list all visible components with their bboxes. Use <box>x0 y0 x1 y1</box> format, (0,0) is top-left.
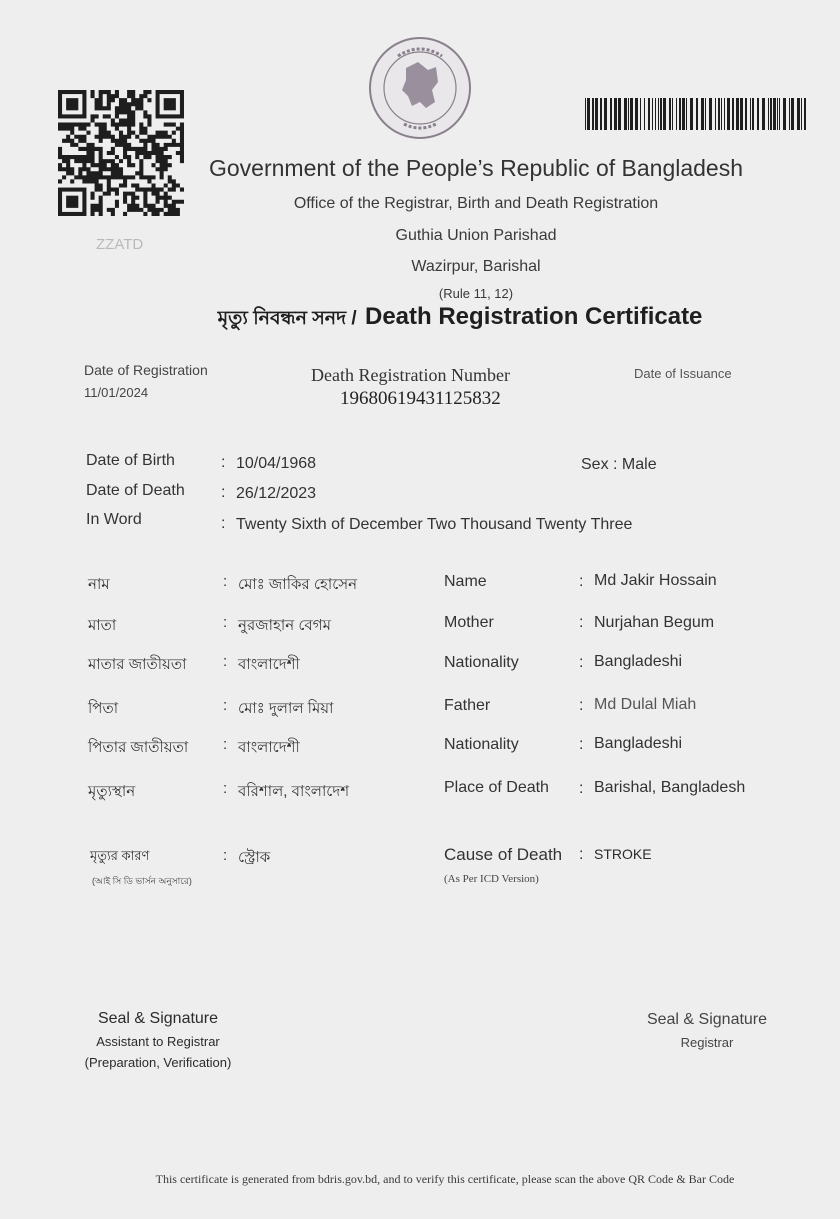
footer-note: This certificate is generated from bdris.gov.bd, and to verify this certificate, please scan the above QR Code & Bar Code <box>155 1172 735 1186</box>
colon: : <box>223 697 228 714</box>
detail-bn-value: মোঃ জাকির হোসেন <box>238 576 358 593</box>
colon: : <box>223 573 228 590</box>
colon: : <box>223 736 228 753</box>
colon: : <box>223 780 228 797</box>
detail-en-value: Bangladeshi <box>594 653 683 670</box>
certificate-title-bn: মৃত্যু নিবন্ধন সনদ / <box>217 308 357 329</box>
colon: : <box>221 515 226 532</box>
detail-en-value: Barishal, Bangladesh <box>594 779 746 796</box>
detail-en-value: Md Jakir Hossain <box>594 572 717 589</box>
registration-number-value: 19680619431125832 <box>340 388 501 409</box>
date-of-issuance-label: Date of Issuance <box>634 366 732 381</box>
government-seal <box>368 34 472 142</box>
right-signature-role: Registrar <box>680 1035 734 1050</box>
date-of-death-label: Date of Death <box>86 482 185 499</box>
detail-bn-value: বরিশাল, বাংলাদেশ <box>238 783 350 800</box>
cause-en-note: (As Per ICD Version) <box>444 873 539 885</box>
cause-en-value: STROKE <box>594 846 652 862</box>
colon: : <box>579 654 584 671</box>
detail-bn-label: নাম <box>88 576 110 593</box>
left-signature-role: Assistant to Registrar <box>96 1034 220 1049</box>
colon: : <box>223 847 228 864</box>
detail-en-label: Nationality <box>444 736 519 753</box>
colon: : <box>579 697 584 714</box>
cause-bn-note: (আই সি ডি ভার্সন অনুসারে) <box>92 876 192 886</box>
date-of-registration-label: Date of Registration <box>84 362 208 378</box>
detail-bn-label: পিতা <box>88 700 119 717</box>
detail-bn-value: নুরজাহান বেগম <box>238 617 331 634</box>
colon: : <box>223 614 228 631</box>
office-name: Office of the Registrar, Birth and Death Registration <box>293 195 659 212</box>
date-of-birth-label: Date of Birth <box>86 452 175 469</box>
sex-value: Sex : Male <box>581 456 657 473</box>
barcode <box>585 98 807 130</box>
colon: : <box>579 614 584 631</box>
right-signature-title: Seal & Signature <box>646 1011 768 1028</box>
detail-bn-label: পিতার জাতীয়তা <box>88 739 189 756</box>
in-word-value: Twenty Sixth of December Two Thousand Twenty Three <box>236 516 633 533</box>
detail-en-label: Name <box>444 573 487 590</box>
detail-bn-value: মোঃ দুলাল মিয়া <box>238 700 334 717</box>
colon: : <box>579 846 584 863</box>
left-signature-title: Seal & Signature <box>97 1010 219 1027</box>
detail-en-label: Mother <box>444 614 494 631</box>
colon: : <box>579 780 584 797</box>
rule-text: (Rule 11, 12) <box>438 286 514 301</box>
location: Wazirpur, Barishal <box>411 258 541 275</box>
detail-bn-label: মৃত্যুস্থান <box>88 783 136 800</box>
detail-bn-value: বাংলাদেশী <box>238 739 300 756</box>
detail-en-label: Father <box>444 697 491 714</box>
colon: : <box>579 573 584 590</box>
date-of-death-value: 26/12/2023 <box>236 485 317 502</box>
date-of-birth-value: 10/04/1968 <box>236 455 317 472</box>
certificate-title <box>0 302 840 336</box>
detail-en-value: Md Dulal Miah <box>594 696 697 713</box>
left-signature-sub: (Preparation, Verification) <box>84 1055 232 1070</box>
certificate-title-en: Death Registration Certificate <box>365 303 703 330</box>
qr-code-label: ZZATD <box>96 236 144 253</box>
detail-bn-value: বাংলাদেশী <box>238 656 300 673</box>
detail-bn-label: মাতার জাতীয়তা <box>88 656 187 673</box>
in-word-label: In Word <box>86 511 142 528</box>
detail-bn-label: মাতা <box>88 617 117 634</box>
cause-en-label: Cause of Death <box>444 845 563 864</box>
colon: : <box>223 653 228 670</box>
detail-en-value: Bangladeshi <box>594 735 683 752</box>
cause-bn-label: মৃত্যুর কারণ <box>90 848 150 863</box>
detail-en-label: Nationality <box>444 654 519 671</box>
detail-en-value: Nurjahan Begum <box>594 614 715 631</box>
registration-number-label: Death Registration Number <box>311 365 510 385</box>
union-name: Guthia Union Parishad <box>395 227 557 244</box>
colon: : <box>221 484 226 501</box>
cause-bn-value: স্ট্রোক <box>238 849 271 866</box>
date-of-registration-value: 11/01/2024 <box>84 385 149 400</box>
colon: : <box>221 454 226 471</box>
detail-en-label: Place of Death <box>444 779 549 796</box>
colon: : <box>579 736 584 753</box>
government-title: Government of the People’s Republic of Bangladesh <box>208 155 744 181</box>
